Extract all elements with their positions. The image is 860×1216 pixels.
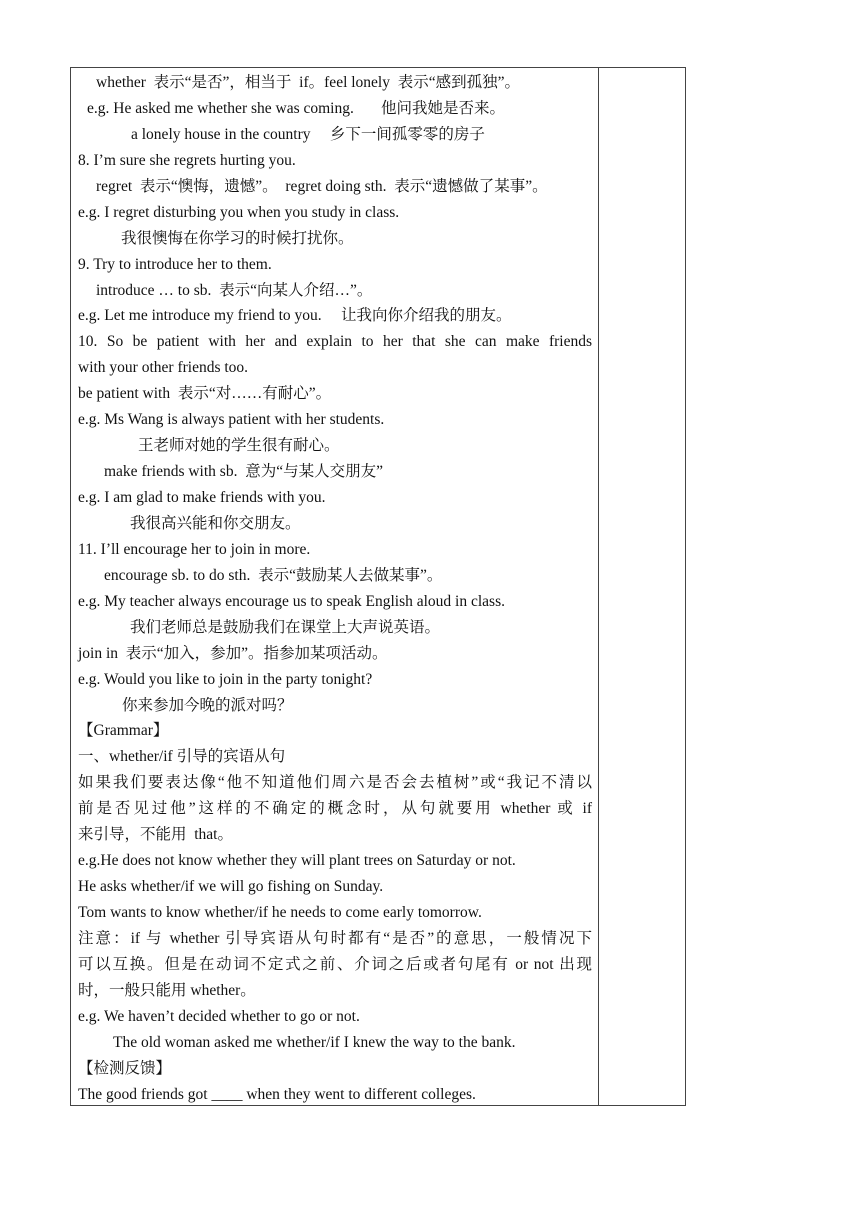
- text-line: with your other friends too.: [78, 359, 249, 377]
- text-line: 11. I’ll encourage her to join in more.: [78, 540, 311, 558]
- text-line: e.g. I regret disturbing you when you study in class.: [78, 203, 400, 221]
- empty-right-cell: [599, 68, 685, 1105]
- text-line: join in 表示“加入，参加”。指参加某项活动。: [78, 644, 388, 662]
- text-line: 10. So be patient with her and explain to her that she can make friends: [78, 333, 592, 351]
- text-line: e.g. Ms Wang is always patient with her students.: [78, 411, 385, 429]
- text-line: The good friends got ____ when they went to different colleges.: [78, 1085, 476, 1103]
- text-line: e.g. My teacher always encourage us to speak English aloud in class.: [78, 592, 505, 610]
- text-line: 你来参加今晚的派对吗？: [122, 696, 293, 714]
- text-line: 我很高兴能和你交朋友。: [130, 514, 301, 532]
- text-line: e.g.He does not know whether they will plant trees on Saturday or not.: [78, 852, 516, 870]
- text-line: 【检测反馈】: [78, 1059, 172, 1077]
- text-line: Tom wants to know whether/if he needs to come early tomorrow.: [78, 904, 482, 921]
- document-table: [70, 67, 686, 1106]
- text-line: be patient with 表示“对……有耐心”。: [78, 385, 332, 403]
- text-line: 可以互换。但是在动词不定式之前、介词之后或者句尾有 or not 出现: [78, 955, 592, 973]
- text-line: 前是否见过他”这样的不确定的概念时，从句就要用 whether 或 if: [78, 800, 592, 818]
- text-line: e.g. Let me introduce my friend to you. 让我向你介绍我的朋友。: [78, 307, 512, 325]
- text-line: regret 表示“懊悔，遗憾”。 regret doing sth. 表示“遗憾做了某事”。: [96, 177, 548, 195]
- text-line: 8. I’m sure she regrets hurting you.: [78, 151, 296, 169]
- text-line: make friends with sb. 意为“与某人交朋友”: [104, 463, 383, 481]
- text-line: 【Grammar】: [78, 722, 169, 740]
- text-line: e.g. We haven’t decided whether to go or not.: [78, 1007, 360, 1025]
- text-line: 如果我们要表达像“他不知道他们周六是否会去植树”或“我记不清以: [78, 774, 592, 792]
- text-line: He asks whether/if we will go fishing on Sunday.: [78, 878, 384, 896]
- text-line: 我们老师总是鼓励我们在课堂上大声说英语。: [130, 618, 441, 636]
- text-line: 王老师对她的学生很有耐心。: [138, 437, 340, 455]
- text-line: introduce … to sb. 表示“向某人介绍…”。: [96, 281, 373, 299]
- text-line: a lonely house in the country 乡下一间孤零零的房子: [131, 125, 485, 143]
- text-line: 我很懊悔在你学习的时候打扰你。: [121, 229, 354, 247]
- text-line: whether 表示“是否”，相当于 if。feel lonely 表示“感到孤独”。: [96, 74, 521, 91]
- text-line: e.g. He asked me whether she was coming. 他问我她是否来。: [87, 99, 505, 117]
- text-line: 9. Try to introduce her to them.: [78, 255, 272, 273]
- text-line: 来引导，不能用 that。: [78, 826, 233, 844]
- text-line: The old woman asked me whether/if I knew the way to the bank.: [113, 1033, 516, 1051]
- text-line: 一、whether/if 引导的宾语从句: [78, 748, 286, 766]
- text-line: 注意：if 与 whether 引导宾语从句时都有“是否”的意思，一般情况下: [78, 929, 592, 947]
- content-cell: [78, 68, 592, 1108]
- text-line: 时，一般只能用 whether。: [78, 981, 256, 999]
- text-line: e.g. I am glad to make friends with you.: [78, 489, 326, 506]
- text-line: e.g. Would you like to join in the party tonight?: [78, 670, 373, 688]
- text-line: encourage sb. to do sth. 表示“鼓励某人去做某事”。: [104, 566, 443, 584]
